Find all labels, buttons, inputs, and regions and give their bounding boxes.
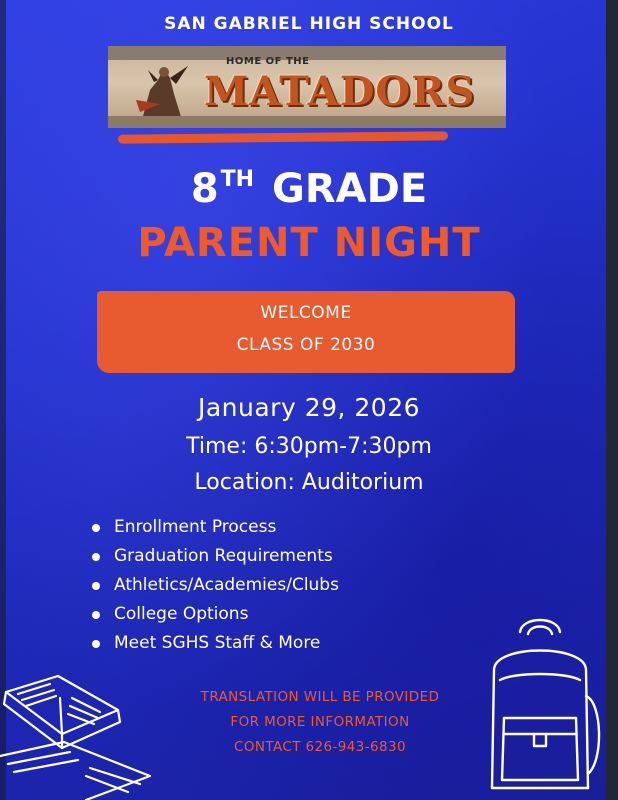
info-note: FOR MORE INFORMATION — [230, 714, 410, 730]
grade-heading — [0, 166, 618, 212]
grade-number: 8 — [190, 166, 219, 212]
matadors-banner — [108, 46, 506, 128]
welcome-banner — [97, 291, 515, 373]
bullet-icon — [92, 553, 100, 561]
list-item — [92, 629, 339, 658]
bullet-icon — [92, 582, 100, 590]
grade-word: GRADE — [272, 166, 428, 212]
event-time: Time: 6:30pm-7:30pm — [186, 434, 432, 459]
event-location: Location: Auditorium — [194, 470, 424, 495]
banner-home-of: HOME OF THE — [226, 56, 310, 67]
topic-label: Meet SGHS Staff & More — [114, 633, 321, 653]
bullet-icon — [92, 640, 100, 648]
topic-label: Enrollment Process — [114, 517, 277, 537]
banner-building — [108, 116, 506, 128]
topic-label: College Options — [114, 604, 249, 624]
topic-label: Athletics/Academies/Clubs — [114, 575, 339, 595]
school-name: SAN GABRIEL HIGH SCHOOL — [164, 14, 454, 34]
event-title: PARENT NIGHT — [137, 220, 481, 266]
list-item — [92, 600, 339, 629]
backpack-icon — [470, 610, 610, 795]
list-item — [92, 542, 339, 571]
topic-label: Graduation Requirements — [114, 546, 333, 566]
list-item — [92, 513, 339, 542]
bullet-icon — [92, 611, 100, 619]
open-book-icon — [0, 668, 170, 800]
orange-brush-divider — [118, 131, 448, 143]
translation-note: TRANSLATION WILL BE PROVIDED — [200, 689, 440, 705]
topics-list — [92, 513, 339, 658]
banner-team-name: MATADORS — [204, 68, 476, 115]
list-item — [92, 571, 339, 600]
event-date: January 29, 2026 — [197, 393, 421, 422]
welcome-line-2: CLASS OF 2030 — [236, 335, 376, 355]
contact-phone: CONTACT 626-943-6830 — [234, 739, 406, 755]
bullet-icon — [92, 524, 100, 532]
grade-suffix: TH — [220, 167, 255, 192]
welcome-line-1: WELCOME — [260, 303, 352, 323]
